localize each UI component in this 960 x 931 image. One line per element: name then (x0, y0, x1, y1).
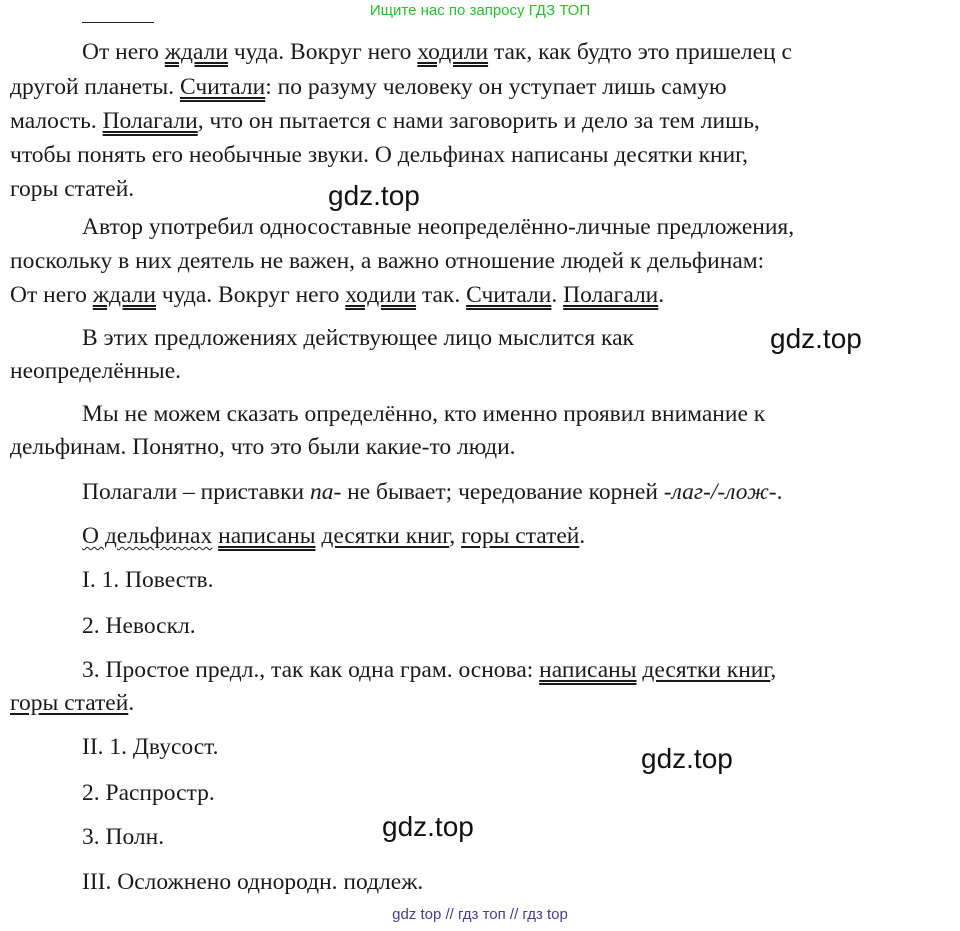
p1-line-2 (10, 73, 727, 101)
predicate-polagali: Полагали (102, 108, 198, 134)
text-run: другой планеты. (10, 74, 180, 100)
item-i-3-line-1 (82, 656, 776, 684)
item-ii-1: II. 1. Двусост. (82, 734, 219, 760)
text-run: : по разуму человеку он уступает лишь самую (265, 74, 727, 100)
predicate-polagali: Полагали (563, 282, 659, 308)
p1-line-5: горы статей. (10, 176, 135, 202)
p1-line-1 (82, 38, 792, 66)
text-run: . (579, 523, 586, 549)
p2-line-2: поскольку в них деятель не важен, а важно отношение людей к дельфинам: (10, 248, 765, 274)
watermark-2: gdz.top (770, 323, 862, 354)
text-run: так. (416, 282, 467, 308)
text-run: От него (82, 39, 165, 65)
predicate-schitali: Считали (466, 282, 552, 308)
p4-line-2: дельфинам. Понятно, что это были какие-то люди. (10, 434, 516, 460)
p3-line-2: неопределённые. (10, 358, 181, 384)
text-run: , (449, 523, 462, 549)
top-rule (82, 22, 154, 23)
item-iii: III. Осложнено однородн. подлеж. (82, 869, 424, 895)
p4-line-1: Мы не можем сказать определённо, кто именно проявил внимание к (82, 401, 766, 427)
p6-line (82, 522, 585, 550)
subject-desyatki-knig: десятки книг (321, 523, 450, 549)
root-alternation: -лаг-/-лож- (663, 479, 777, 505)
text-run: так, как будто это пришелец с (488, 39, 792, 65)
p1-line-3 (10, 107, 760, 135)
text-run: малость. (10, 108, 103, 134)
predicate-zhdali: ждали (164, 39, 228, 65)
predicate-schitali: Считали (179, 74, 266, 100)
text-run: . (776, 479, 783, 505)
p1-line-4: чтобы понять его необычные звуки. О дельфинах написаны десятки книг, (10, 142, 749, 168)
p2-line-3 (10, 281, 664, 309)
item-ii-2: 2. Распростр. (82, 780, 215, 806)
search-banner: Ищите нас по запросу ГДЗ ТОП (369, 2, 591, 19)
predicate-hodili: ходили (417, 39, 489, 65)
text-run: чуда. Вокруг него (155, 282, 346, 308)
text-run: Полагали – приставки (82, 479, 310, 505)
text-run: . (658, 282, 665, 308)
item-i-2: 2. Невоскл. (82, 613, 196, 639)
item-i-3-line-2 (10, 689, 134, 717)
watermark-4: gdz.top (382, 811, 474, 842)
p3-line-1: В этих предложениях действующее лицо мыслится как (82, 325, 634, 351)
text-run: От него (10, 282, 93, 308)
item-ii-3: 3. Полн. (82, 824, 165, 850)
prefix-example: па- (309, 479, 342, 505)
subject-desyatki-knig: десятки книг (642, 657, 771, 683)
subject-gory-statey: горы статей (461, 523, 580, 549)
subject-gory-statey: горы статей (10, 690, 129, 716)
text-run: , (770, 657, 777, 683)
text-run: , что он пытается с нами заговорить и дело за тем лишь, (197, 108, 760, 134)
predicate-napisany: написаны (539, 657, 637, 683)
predicate-napisany: написаны (218, 523, 316, 549)
p2-line-1: Автор употребил односоставные неопределённо-личные предложения, (82, 214, 795, 240)
text-run: . (551, 282, 564, 308)
predicate-hodili: ходили (345, 282, 417, 308)
footer-links: gdz top // гдз топ // гдз top (392, 906, 568, 923)
item-i-1: I. 1. Повеств. (82, 567, 214, 593)
text-run: . (128, 690, 135, 716)
adverbial-o-delfinah: О дельфинах (82, 523, 213, 549)
predicate-zhdali: ждали (92, 282, 156, 308)
text-run: чуда. Вокруг него (227, 39, 418, 65)
text-run: 3. Простое предл., так как одна грам. основа: (82, 657, 540, 683)
p5-line (82, 478, 783, 506)
text-run: не бывает; чередование корней (341, 479, 664, 505)
watermark-3: gdz.top (641, 743, 733, 774)
watermark-1: gdz.top (328, 180, 420, 211)
